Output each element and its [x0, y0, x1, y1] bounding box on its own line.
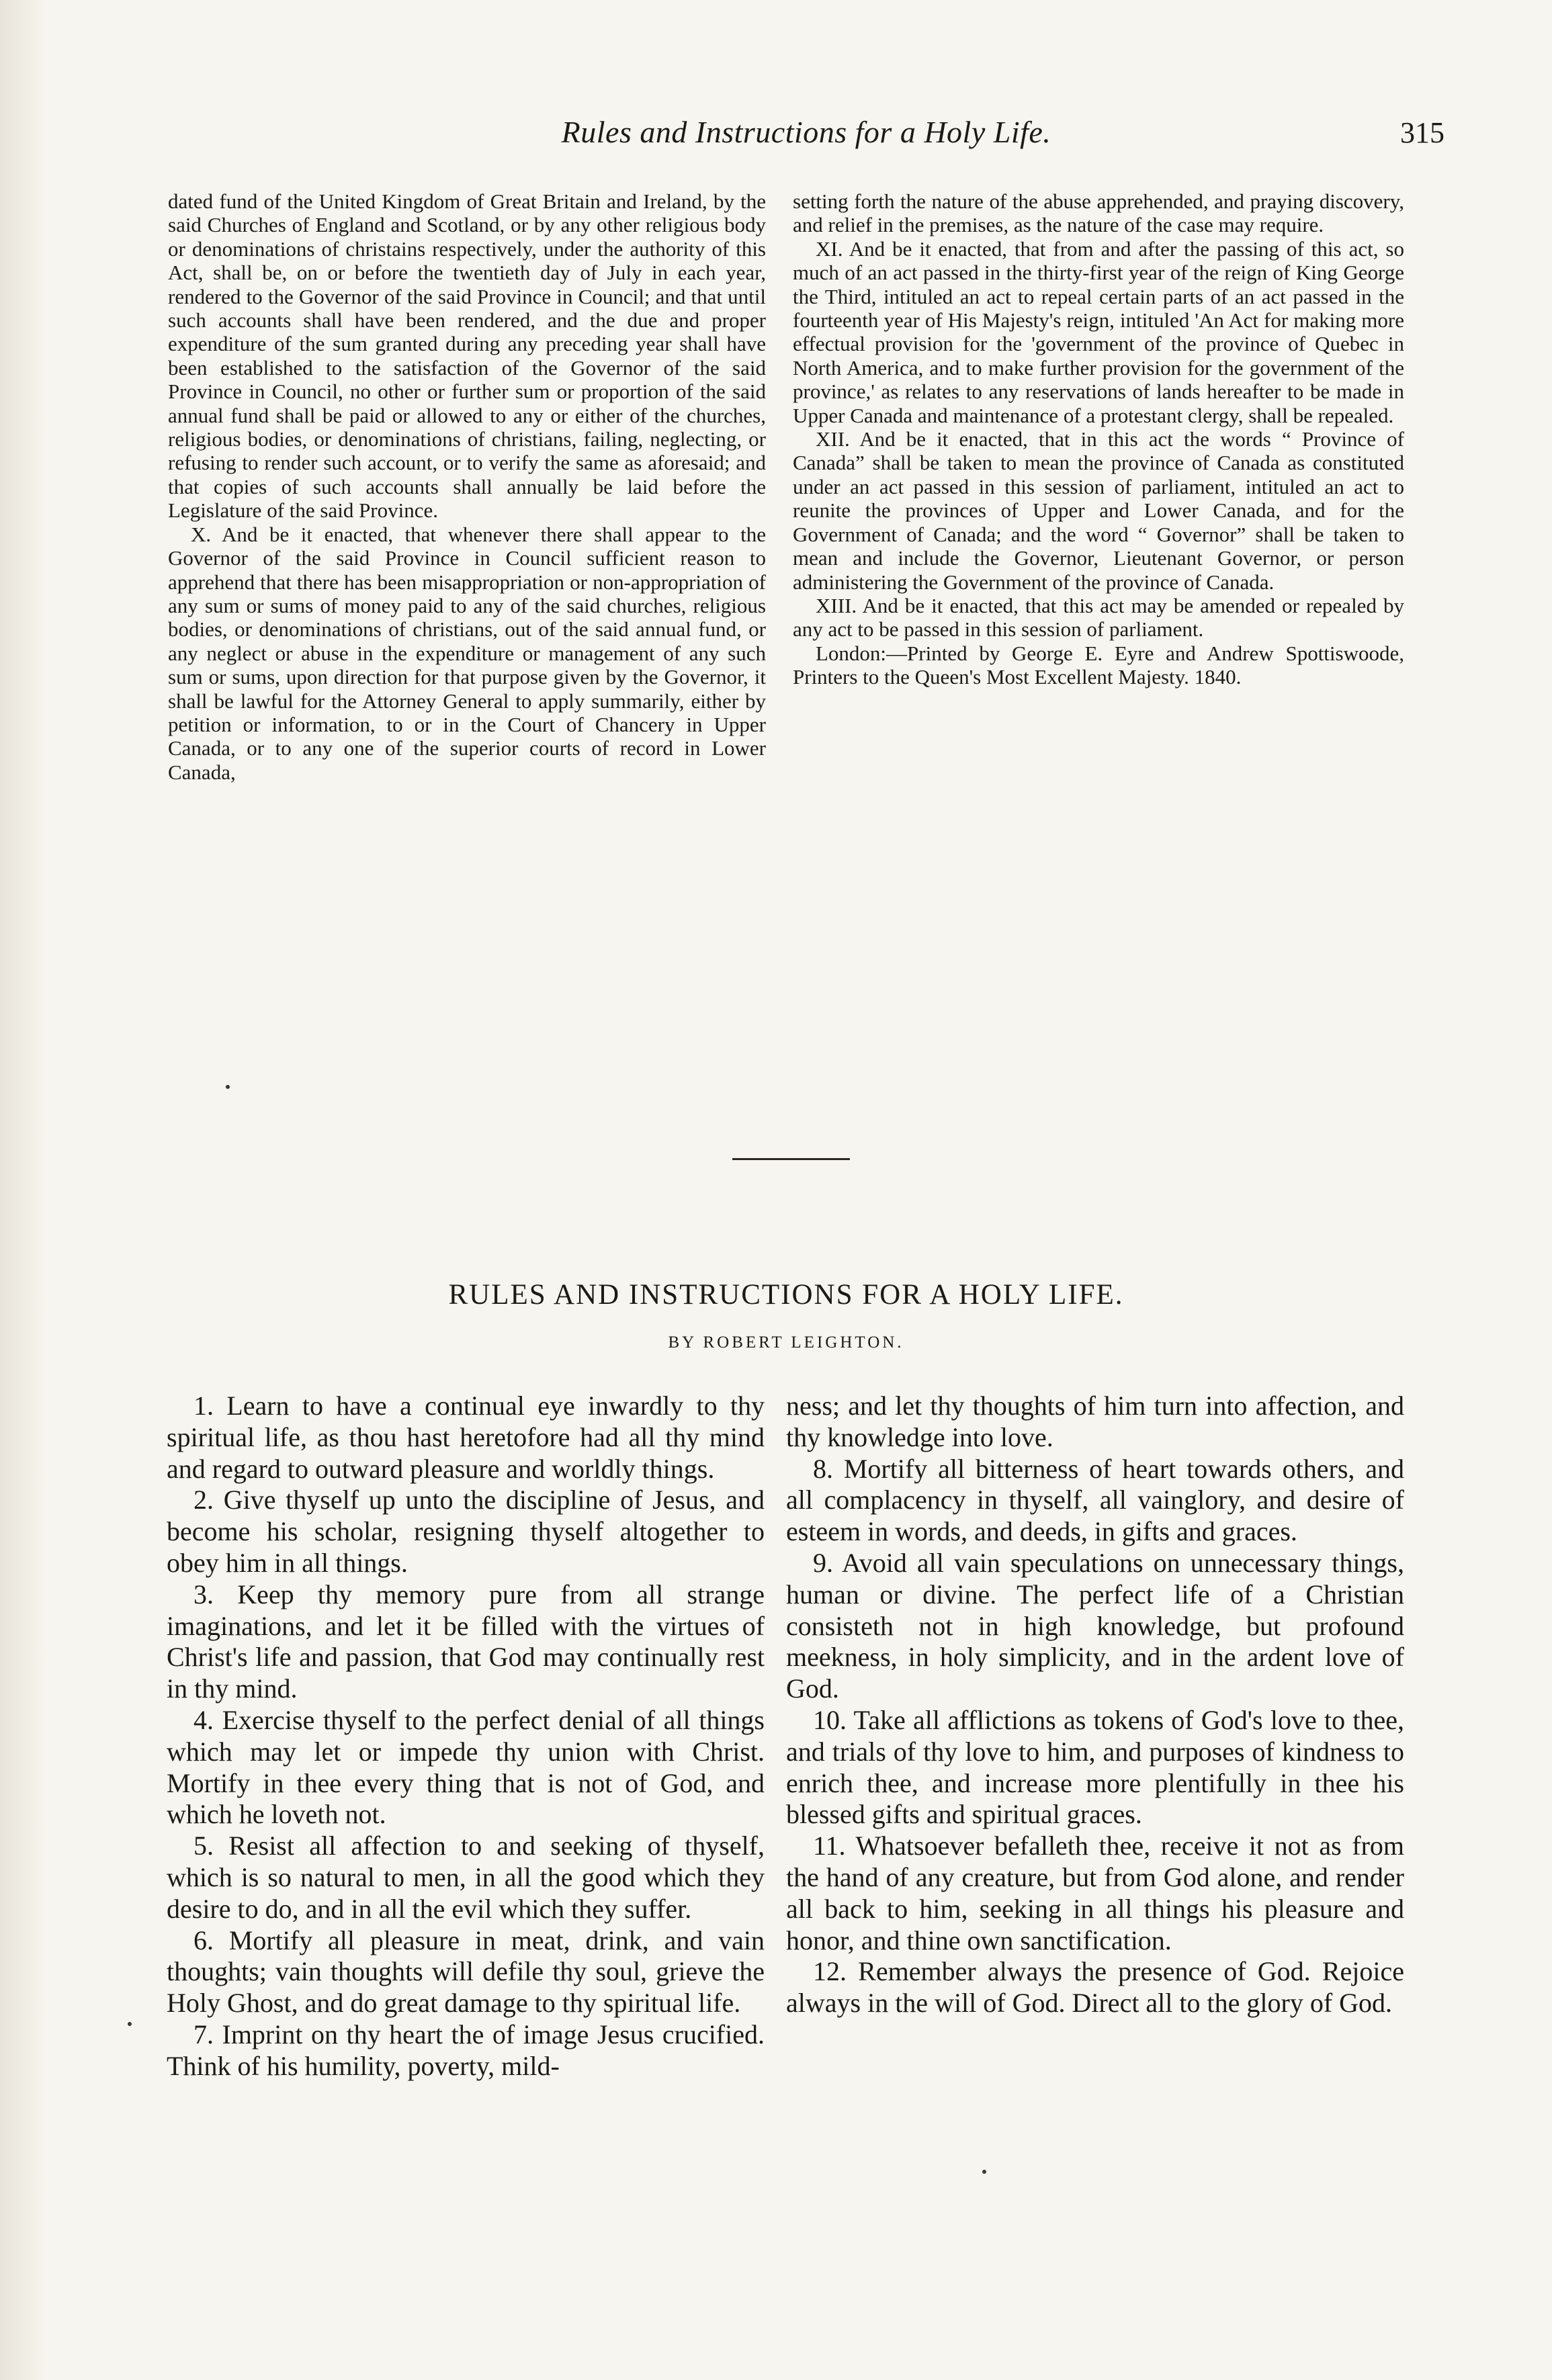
page-header [168, 114, 1445, 161]
running-head: Rules and Instructions for a Holy Life. [561, 115, 1051, 149]
article-title: RULES AND INSTRUCTIONS FOR A HOLY LIFE. [448, 1279, 1124, 1311]
rules-left-column [167, 1391, 765, 2082]
act-left-column [168, 189, 766, 784]
act-section-x: X. And be it enacted, that whenever there shall appear to the Governor of the said Province in Council sufficient reason to apprehend that there has been misappropriation or non-appropriation of any sum or sums of money paid to any of the said churches, religious bodies, or denominations of christians, out of the said annual fund, or any neglect or abuse in the expenditure or management of any such sum or sums, upon direction for that purpose given by the Governor, it shall be lawful for the Attorney General to apply summarily, either by petition or information, to or in the Court of Chancery in Upper Canada, or to any one of the superior courts of record in Lower Canada, [168, 522, 766, 784]
page-number: 315 [1400, 116, 1445, 149]
act-section-xi: XI. And be it enacted, that from and after the passing of this act, so much of an act passed in the thirty-first year of the reign of King George the Third, intituled an act to repeal certain parts of an act passed in the fourteenth year of His Majesty's reign, intituled 'An Act for making more effectual provision for the 'government of the province of Quebec in North America, and to make further provision for the government of the province,' as relates to any reservations of lands hereafter to be made in Upper Canada and maintenance of a protestant clergy, shall be repealed. [793, 236, 1404, 427]
act-section-xii: XII. And be it enacted, that in this act the words “ Province of Canada” shall be taken to mean the province of Canada as constituted under an act passed in this session of parliament, intituled an act to reunite the provinces of Upper and Lower Canada, and for the Government of Canada; and the word “ Governor” shall be taken to mean and include the Governor, Lieutenant Governor, or person administering the Government of the province of Canada. [793, 427, 1404, 594]
rule-item-7: 7. Imprint on thy heart the of image Jesus crucified. Think of his humility, poverty, mild- [167, 2019, 765, 2081]
rule-item-12: 12. Remember always the presence of God. Rejoice always in the will of God. Direct all to the glory of God. [786, 1956, 1404, 2019]
rule-item-3: 3. Keep thy memory pure from all strange imaginations, and let it be filled with the virtues of Christ's life and passion, that God may continually rest in thy mind. [167, 1579, 765, 1704]
ink-speck [226, 1085, 230, 1089]
rule-item-6: 6. Mortify all pleasure in meat, drink, and vain thoughts; vain thoughts will defile thy soul, grieve the Holy Ghost, and do great damage to thy spiritual life. [167, 1925, 765, 2019]
rule-item-9: 9. Avoid all vain speculations on unnecessary things, human or divine. The perfect life of a Christian consisteth not in high knowledge, but profound meekness, in holy simplicity, and in the ardent love of God. [786, 1547, 1404, 1704]
page-binding-edge [0, 0, 47, 2380]
rule-item-5: 5. Resist all affection to and seeking of thyself, which is so natural to men, in all the good which they desire to do, and in all the evil which they suffer. [167, 1831, 765, 1924]
act-paragraph-continued: dated fund of the United Kingdom of Great Britain and Ireland, by the said Churches of England and Scotland, or by any other religious body or denominations of christains respectively, under the authority of this Act, shall be, on or before the twentieth day of July in each year, rendered to the Governor of the said Province in Council; and that until such accounts shall have been rendered, and the due and proper expenditure of the sum granted during any preceding year shall have been established to the satisfaction of the Governor of the said Province in Council, no other or further sum or proportion of the said annual fund shall be paid or allowed to any or either of the churches, religious bodies, or denominations of christians, failing, neglecting, or refusing to render such account, or to verify the same as aforesaid; and that copies of such accounts shall annually be laid before the Legislature of the said Province. [168, 189, 766, 523]
rule-item-4: 4. Exercise thyself to the perfect denial of all things which may let or impede thy union with Christ. Mortify in thee every thing that is not of God, and which he loveth not. [167, 1704, 765, 1830]
printer-imprint: London:—Printed by George E. Eyre and Andrew Spottiswoode, Printers to the Queen's Most Excellent Majesty. 1840. [793, 641, 1404, 689]
rule-item-7-continued: ness; and let thy thoughts of him turn into affection, and thy knowledge into love. [786, 1391, 1404, 1452]
act-section-xiii: XIII. And be it enacted, that this act may be amended or repealed by any act to be passed in this session of parliament. [793, 593, 1404, 642]
ink-speck [982, 2170, 986, 2174]
rule-item-1: 1. Learn to have a continual eye inwardly to thy spiritual life, as thou hast heretofore had all thy mind and regard to outward pleasure and worldly things. [167, 1391, 765, 1484]
rules-right-column [786, 1391, 1404, 2019]
ink-speck [128, 2022, 132, 2026]
rule-item-2: 2. Give thyself up unto the discipline of Jesus, and become his scholar, resigning thyself altogether to obey him in all things. [167, 1485, 765, 1578]
act-right-column [793, 189, 1404, 689]
act-paragraph-continued: setting forth the nature of the abuse apprehended, and praying discovery, and relief in the premises, as the nature of the case may require. [793, 189, 1404, 237]
article-byline: BY ROBERT LEIGHTON. [668, 1333, 904, 1352]
rule-item-8: 8. Mortify all bitterness of heart towards others, and all complacency in thyself, all vainglory, and desire of esteem in words, and deeds, in gifts and graces. [786, 1453, 1404, 1547]
section-divider [732, 1158, 850, 1160]
rule-item-10: 10. Take all afflictions as tokens of God's love to thee, and trials of thy love to him, and purposes of kindness to enrich thee, and increase more plentifully in thee his blessed gifts and spiritual graces. [786, 1704, 1404, 1830]
rule-item-11: 11. Whatsoever befalleth thee, receive it not as from the hand of any creature, but from God alone, and render all back to him, seeking in all things his pleasure and honor, and thine own sanctification. [786, 1831, 1404, 1955]
